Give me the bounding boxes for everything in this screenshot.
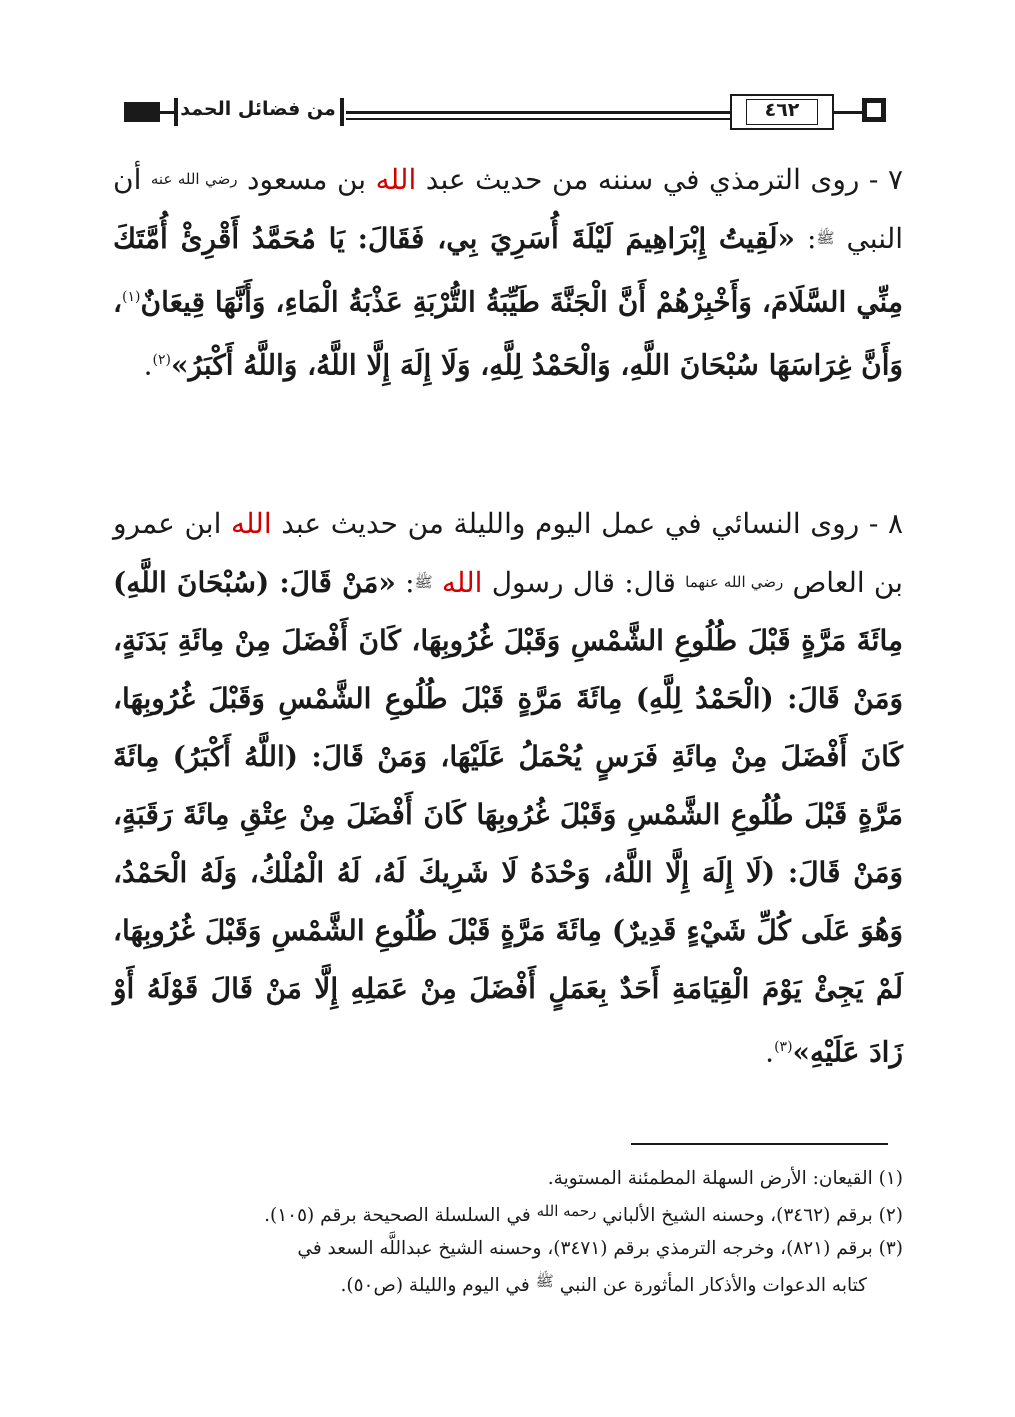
header-left-block-ornament <box>124 102 160 122</box>
header-mid-bar-ornament <box>340 98 344 126</box>
hadith-intro: قال: قال رسول <box>491 566 676 599</box>
header-center-rule-thin <box>346 118 730 120</box>
page-number-box <box>730 94 834 130</box>
header-center-rule-thick <box>346 111 730 114</box>
honorific-radi: رضي الله عنهما <box>685 573 784 591</box>
name-of-god: الله <box>375 163 417 196</box>
hadith-number: ٨ - <box>868 507 903 540</box>
name-of-god: الله <box>441 566 483 599</box>
hadith-intro: أن النبي <box>113 163 904 255</box>
footnote-ref-2[interactable]: (٢) <box>152 352 171 369</box>
hadith-intro: بن مسعود <box>247 163 367 196</box>
punctuation: : <box>405 566 415 599</box>
footnote-1: (١) القيعان: الأرض السهلة المطمئنة المستوية. <box>547 1168 903 1189</box>
header-right-rule <box>834 111 862 114</box>
hadith-intro: ابن عمرو بن العاص <box>113 507 903 599</box>
name-of-god: الله <box>231 507 272 540</box>
footnote-separator <box>631 1143 888 1145</box>
honorific-rahimahu: رحمه الله <box>536 1202 597 1220</box>
hadith-text: «لَقِيتُ إِبْرَاهِيمَ لَيْلَةَ أُسَرِيَ بِي، فَقَالَ: يَا مُحَمَّدُ أَقْرِئْ أُمَّتَكَ مِنِّي السَّلَامَ، وَأَخْبِرْهُمْ أَنَّ الْجَنَّةَ طَيِّبَةُ التُّرْبَةِ عَذْبَةُ الْمَاءِ، وَأَنَّهَا قِيعَانٌ <box>113 222 903 319</box>
page-number: ٤٦٢ <box>764 99 800 121</box>
punctuation: : <box>806 222 817 255</box>
footnote-text: (٢) برقم (٣٤٦٢)، وحسنه الشيخ الألباني <box>602 1205 903 1226</box>
honorific-salla: ﷺ <box>816 229 835 247</box>
honorific-salla: ﷺ <box>535 1272 554 1290</box>
hadith-7-paragraph <box>113 150 903 395</box>
hadith-text: «مَنْ قَالَ: (سُبْحَانَ اللَّهِ) مِائَةَ مَرَّةٍ قَبْلَ طُلُوعِ الشَّمْسِ وَقَبْلَ غُرُوبِهَا، كَانَ أَفْضَلَ مِنْ مِائَةِ بَدَنَةٍ، وَمَنْ قَالَ: (الْحَمْدُ لِلَّهِ) مِائَةَ مَرَّةٍ قَبْلَ طُلُوعِ الشَّمْسِ وَقَبْلَ غُرُوبِهَا، كَانَ أَفْضَلَ مِنْ مِائَةِ فَرَسٍ يُحْمَلُ عَلَيْهَا، وَمَنْ قَالَ: (اللَّهُ أَكْبَرُ) مِائَةَ مَرَّةٍ قَبْلَ طُلُوعِ الشَّمْسِ وَقَبْلَ غُرُوبِهَا كَانَ أَفْضَلَ مِنْ عِتْقِ مِائَةَ رَقَبَةٍ، وَمَنْ قَالَ: (لَا إِلَهَ إِلَّا اللَّهُ، وَحْدَهُ لَا شَرِيكَ لَهُ، لَهُ الْمُلْكُ، وَلَهُ الْحَمْدُ، وَهُوَ عَلَى كُلِّ شَيْءٍ قَدِيرٌ) مِائَةَ مَرَّةٍ قَبْلَ طُلُوعِ الشَّمْسِ وَقَبْلَ غُرُوبِهَا، لَمْ يَجِئْ يَوْمَ الْقِيَامَةِ أَحَدٌ بِعَمَلٍ أَفْضَلَ مِنْ عَمَلِهِ إِلَّا مَنْ قَالَ قَوْلَهُ أَوْ زَادَ عَلَيْهِ» <box>113 566 903 1069</box>
hadith-intro: روى النسائي في عمل اليوم والليلة من حديث عبد <box>281 507 860 540</box>
running-header <box>118 88 898 138</box>
footnote-ref-1[interactable]: (١) <box>122 289 141 305</box>
hadith-number: ٧ - <box>868 163 903 196</box>
footnote-2 <box>113 1195 903 1232</box>
hadith-intro: روى الترمذي في سننه من حديث عبد <box>425 163 860 196</box>
footnote-text: في السلسلة الصحيحة برقم (١٠٥). <box>264 1205 531 1226</box>
footnote-text: في اليوم والليلة (ص٥٠). <box>340 1275 530 1296</box>
hadith-8-paragraph <box>113 495 903 1081</box>
punctuation: . <box>765 1035 775 1069</box>
honorific-salla: ﷺ <box>414 573 433 591</box>
footnote-text: كتابه الدعوات والأذكار المأثورة عن النبي <box>559 1275 867 1296</box>
punctuation: . <box>143 348 153 382</box>
footnote-ref-3[interactable]: (٣) <box>774 1039 793 1055</box>
footnote-3-continued <box>113 1265 903 1302</box>
footnote-3: (٣) برقم (٨٢١)، وخرجه الترمذي برقم (٣٤٧١)، وحسنه الشيخ عبداللَّه السعد في <box>297 1238 903 1259</box>
footnotes <box>113 1162 903 1302</box>
header-right-square-ornament <box>862 98 886 122</box>
honorific-radi: رضي الله عنه <box>150 170 238 188</box>
hadith-text: ، وَأَنَّ غِرَاسَهَا سُبْحَانَ اللَّهِ، وَالْحَمْدُ لِلَّهِ، وَلَا إِلَهَ إِلَّا اللَّهُ، وَاللَّهُ أَكْبَرُ» <box>113 285 903 382</box>
book-section-title: من فضائل الحمد <box>180 98 336 120</box>
